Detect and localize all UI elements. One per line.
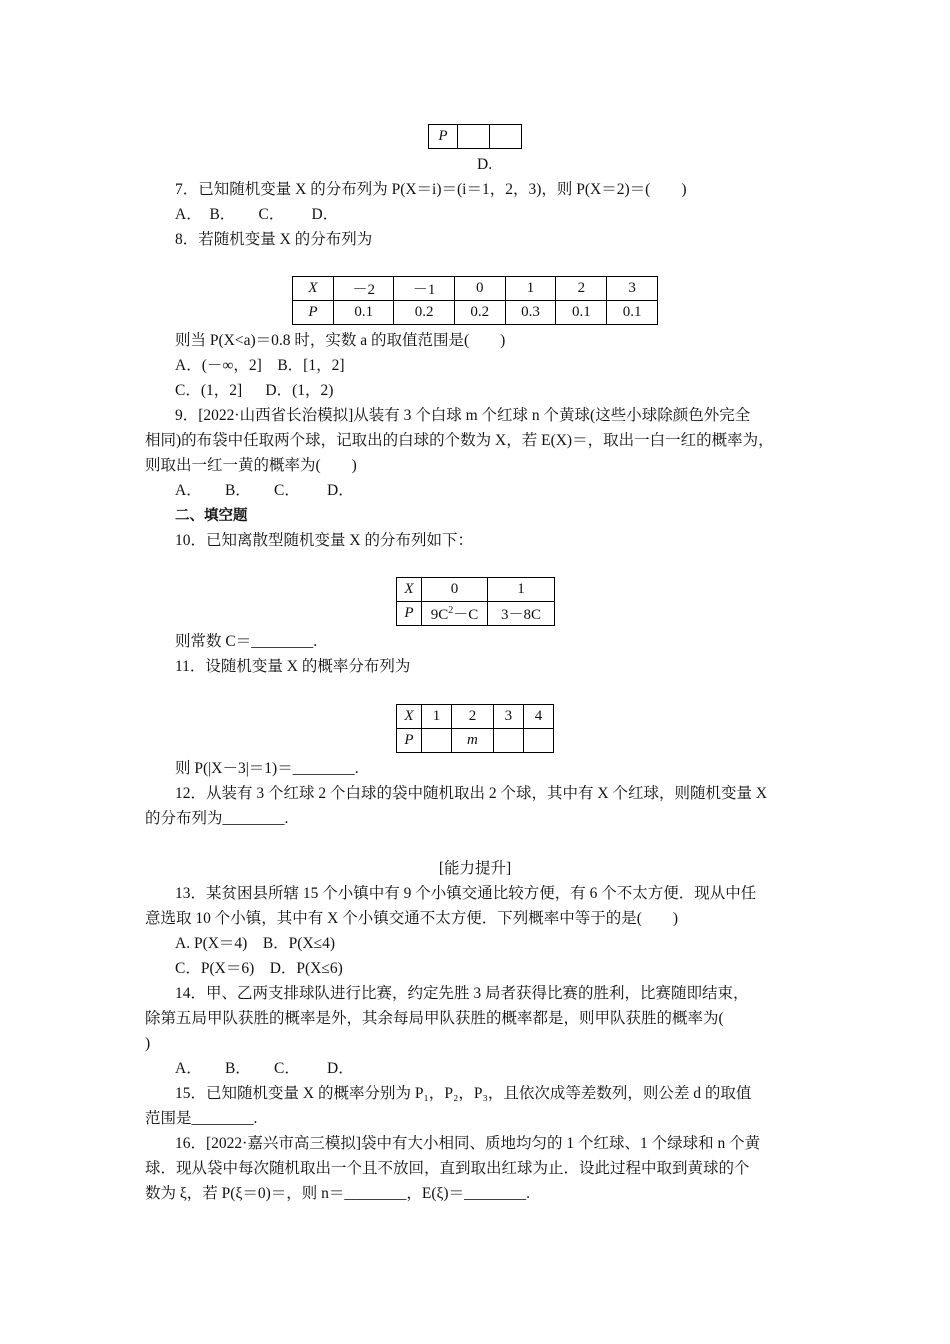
question-14-line-1: 14．甲、乙两支排球队进行比赛，约定先胜 3 局者获得比赛的胜利，比赛随即结束， — [175, 985, 749, 1002]
table-cell: 1 — [488, 578, 555, 602]
table-cell: 4 — [523, 705, 553, 729]
question-8-condition: 则当 P(X<a)＝0.8 时，实数 a 的取值范围是( ) — [175, 332, 506, 349]
question-14-line-2: 除第五局甲队获胜的概率是外，其余每局甲队获胜的概率都是，则甲队获胜的概率为( — [145, 1010, 724, 1027]
table-cell — [422, 729, 452, 753]
table-cell: 3 — [607, 277, 658, 301]
cell-text: 9C — [430, 607, 449, 623]
question-10-answer: 则常数 C＝________. — [175, 633, 318, 650]
q11-distribution-table — [396, 704, 554, 753]
question-10: 10．已知离散型随机变量 X 的分布列如下： — [175, 532, 473, 549]
question-14-line-3: ) — [145, 1035, 151, 1052]
top-fragment-table — [428, 124, 522, 149]
option-d: D. — [477, 156, 493, 173]
table-header-x: X — [293, 277, 334, 301]
question-13-options-1: A. P(X＝4) B．P(X≤4) — [175, 935, 336, 952]
table-header-p: P — [293, 301, 334, 325]
question-9-line-3: 则取出一红一黄的概率为( ) — [145, 457, 357, 474]
table-header-p: P — [397, 602, 422, 626]
table-cell: 0 — [422, 578, 488, 602]
table-cell — [493, 729, 523, 753]
table-cell: 0.1 — [334, 301, 394, 325]
question-11-answer: 则 P(|X－3|＝1)＝________. — [175, 760, 359, 777]
question-15-line-1: 15．已知随机变量 X 的概率分别为 P₁，P₂，P₃，且依次成等差数列，则公差 d 的取值 — [175, 1085, 752, 1102]
table-cell: 0.1 — [556, 301, 607, 325]
table-header-p: P — [397, 729, 422, 753]
question-13-line-2: 意选取 10 个小镇，其中有 X 个小镇交通不太方便．下列概率中等于的是( ) — [145, 910, 679, 927]
table-cell — [523, 729, 553, 753]
question-7: 7．已知随机变量 X 的分布列为 P(X＝i)＝(i＝1，2，3)，则 P(X＝2)＝( ) — [175, 181, 687, 198]
table-cell: 0.3 — [505, 301, 556, 325]
table-cell: 2 — [556, 277, 607, 301]
table-cell: m — [452, 729, 494, 753]
question-8-options-2: C．(1，2] D．(1，2) — [175, 382, 334, 399]
question-13-options-2: C．P(X＝6) D．P(X≤6) — [175, 960, 343, 977]
table-cell: 3－8C — [488, 602, 555, 626]
table-cell: 0.2 — [394, 301, 454, 325]
question-7-options: A． B． C． D． — [175, 206, 339, 223]
table-header-x: X — [397, 705, 422, 729]
table-cell: P — [429, 125, 458, 149]
question-16-line-3: 数为 ξ，若 P(ξ＝0)＝，则 n＝________，E(ξ)＝________. — [145, 1185, 530, 1202]
question-14-options: A． B． C． D． — [175, 1060, 354, 1077]
table-cell: 0.1 — [607, 301, 658, 325]
question-9-line-2: 相同)的布袋中任取两个球，记取出的白球的个数为 X，若 E(X)＝，取出一白一红的概率为， — [145, 432, 774, 449]
table-cell: 1 — [505, 277, 556, 301]
section-heading-fill-in: 二、填空题 — [175, 508, 248, 524]
section-heading-ability: [能力提升] — [438, 860, 512, 877]
table-cell: 0.2 — [454, 301, 505, 325]
table-cell — [490, 125, 522, 149]
question-8-options-1: A．(－∞，2] B．[1，2] — [175, 357, 345, 374]
table-cell: 2 — [452, 705, 494, 729]
table-cell: 0 — [454, 277, 505, 301]
question-12-line-2: 的分布列为________. — [145, 810, 289, 827]
table-cell: 1 — [422, 705, 452, 729]
q10-distribution-table — [396, 577, 555, 626]
question-8: 8．若随机变量 X 的分布列为 — [175, 231, 373, 248]
question-16-line-1: 16．[2022·嘉兴市高三模拟]袋中有大小相同、质地均匀的 1 个红球、1 个绿球和 n 个黄 — [175, 1135, 761, 1152]
question-9-line-1: 9．[2022·山西省长治模拟]从装有 3 个白球 m 个红球 n 个黄球(这些小球除颜色外完全 — [175, 407, 751, 424]
question-11: 11．设随机变量 X 的概率分布列为 — [175, 658, 411, 675]
table-header-x: X — [397, 578, 422, 602]
question-15-line-2: 范围是________. — [145, 1110, 258, 1127]
table-cell — [458, 125, 490, 149]
superscript: 2 — [448, 605, 454, 616]
question-16-line-2: 球．现从袋中每次随机取出一个且不放回，直到取出红球为止．设此过程中取到黄球的个 — [145, 1160, 750, 1177]
cell-text: －C — [453, 607, 479, 623]
q8-distribution-table — [292, 276, 658, 325]
table-cell: －1 — [394, 277, 454, 301]
question-13-line-1: 13．某贫困县所辖 15 个小镇中有 9 个小镇交通比较方便，有 6 个不太方便．现从中任 — [175, 885, 757, 902]
question-9-options: A． B． C． D． — [175, 482, 354, 499]
table-cell — [422, 602, 488, 626]
table-cell: 3 — [493, 705, 523, 729]
question-12-line-1: 12．从装有 3 个红球 2 个白球的袋中随机取出 2 个球，其中有 X 个红球，则随机变量 X — [175, 785, 768, 802]
table-cell: －2 — [334, 277, 394, 301]
